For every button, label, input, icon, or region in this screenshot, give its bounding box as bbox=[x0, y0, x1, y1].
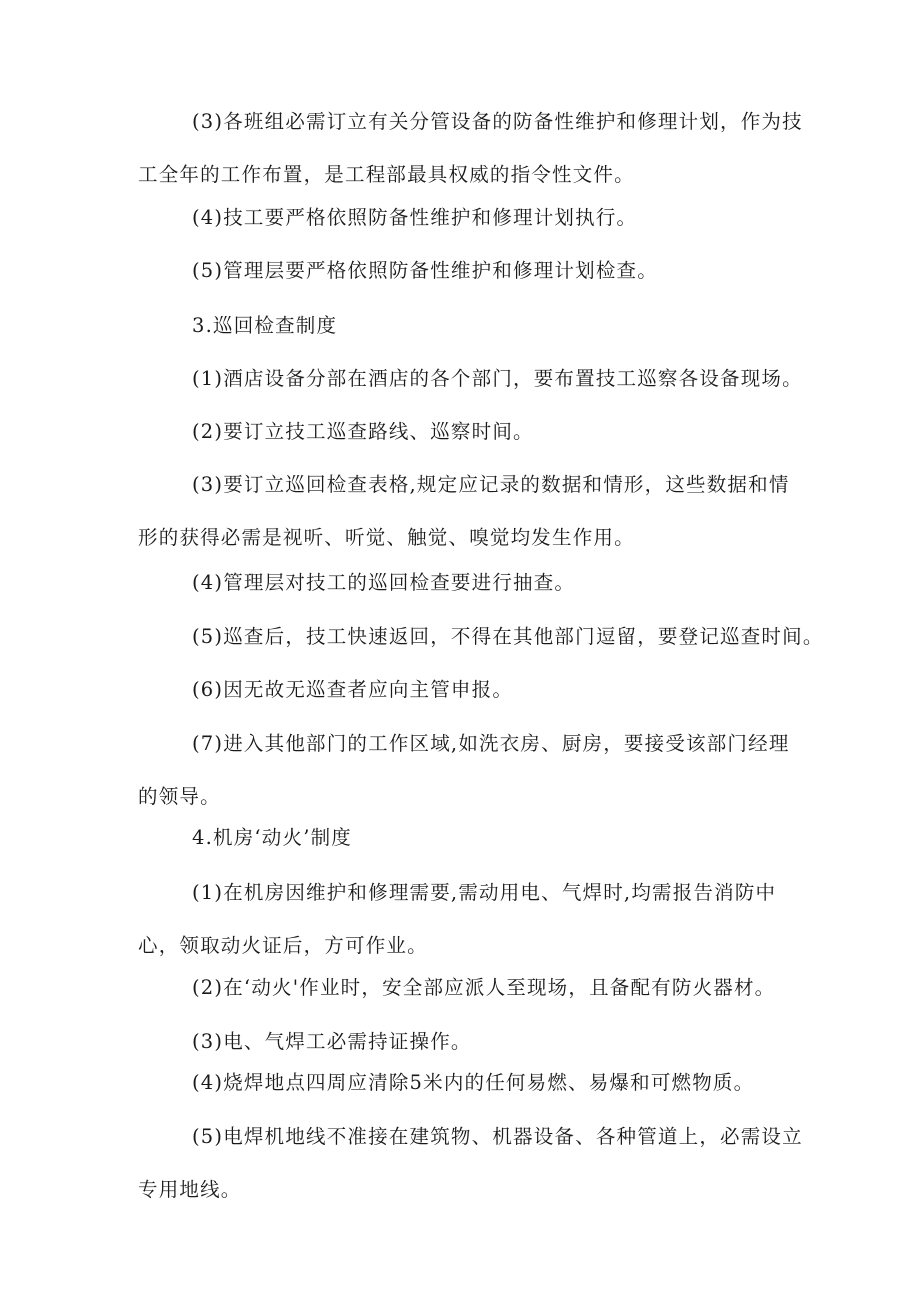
paragraph-hot-work-3: (3)电、气焊工必需持证操作。 bbox=[192, 1030, 472, 1053]
section-heading-patrol-inspection: 3.巡回检查制度 bbox=[192, 314, 338, 337]
paragraph-hot-work-2: (2)在‘动火'作业时，安全部应派人至现场，且备配有防火器材。 bbox=[192, 976, 776, 999]
paragraph-patrol-7: (7)进入其他部门的工作区域,如洗衣房、厨房，要接受该部门经理的领导。 bbox=[138, 732, 790, 808]
paragraph-hot-work-1: (1)在机房因维护和修理需要,需动用电、气焊时,均需报告消防中心，领取动火证后，方可作业。 bbox=[138, 881, 777, 957]
paragraph-maintenance-plan-4: (4)技工要严格依照防备性维护和修理计划执行。 bbox=[192, 206, 638, 229]
paragraph-maintenance-plan-5: (5)管理层要严格依照防备性维护和修理计划检查。 bbox=[192, 259, 658, 282]
paragraph-patrol-1: (1)酒店设备分部在酒店的各个部门，要布置技工巡察各设备现场。 bbox=[192, 367, 803, 390]
paragraph-patrol-5: (5)巡查后，技工快速返回，不得在其他部门逗留，要登记巡查时间。 bbox=[192, 625, 824, 648]
paragraph-patrol-3: (3)要订立巡回检查表格,规定应记录的数据和情形，这些数据和情形的获得必需是视听、听觉、触觉、嗅觉均发生作用。 bbox=[138, 473, 790, 549]
paragraph-hot-work-5: (5)电焊机地线不准接在建筑物、机器设备、各种管道上，必需设立专用地线。 bbox=[138, 1125, 803, 1201]
paragraph-maintenance-plan-3: (3)各班组必需订立有关分管设备的防备性维护和修理计划，作为技工全年的工作布置，是工程部最具权威的指令性文件。 bbox=[138, 110, 803, 186]
section-heading-hot-work: 4.机房‘动火’制度 bbox=[192, 826, 353, 849]
paragraph-patrol-4: (4)管理层对技工的巡回检查要进行抽查。 bbox=[192, 571, 576, 594]
paragraph-patrol-6: (6)因无故无巡查者应向主管申报。 bbox=[192, 678, 514, 701]
paragraph-patrol-2: (2)要订立技工巡查路线、巡察时间。 bbox=[192, 420, 534, 443]
paragraph-hot-work-4: (4)烧焊地点四周应清除5米内的任何易燃、易爆和可燃物质。 bbox=[192, 1071, 755, 1094]
